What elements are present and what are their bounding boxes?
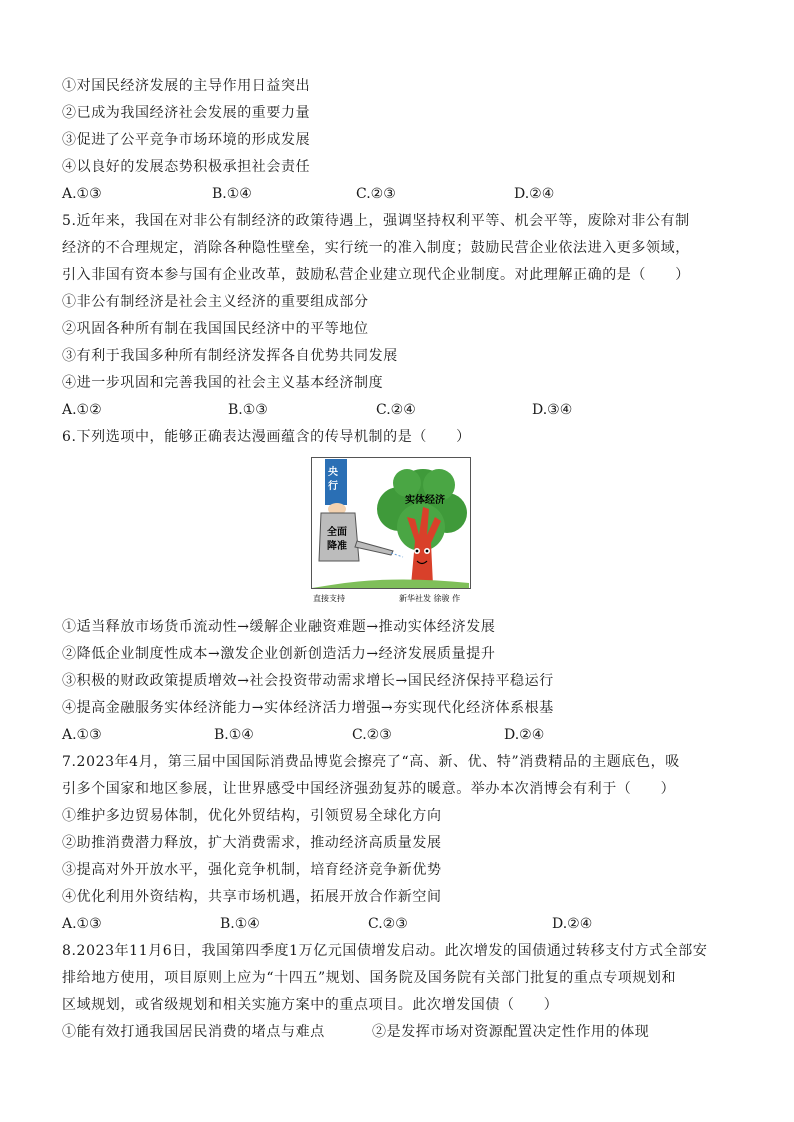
q8-stem-line-1: 8.2023年11月6日，我国第四季度1万亿元国债增发启动。此次增发的国债通过转移支付方式全部安 bbox=[62, 943, 708, 959]
cartoon-can-label-1: 全面 bbox=[327, 527, 347, 538]
q6-option-c[interactable]: C.②③ bbox=[352, 727, 392, 743]
q5-option-d[interactable]: D.③④ bbox=[532, 402, 573, 418]
cartoon-image bbox=[311, 457, 471, 605]
q5-item-3: ③有利于我国多种所有制经济发挥各自优势共同发展 bbox=[62, 348, 398, 364]
q5-option-a[interactable]: A.①② bbox=[62, 402, 102, 418]
q5-item-4: ④进一步巩固和完善我国的社会主义基本经济制度 bbox=[62, 375, 384, 391]
q6-item-4: ④提高金融服务实体经济能力→实体经济活力增强→夯实现代化经济体系根基 bbox=[62, 700, 554, 716]
q5-option-c[interactable]: C.②④ bbox=[376, 402, 416, 418]
q5-item-2: ②巩固各种所有制在我国国民经济中的平等地位 bbox=[62, 321, 369, 337]
q6-option-b[interactable]: B.①④ bbox=[214, 727, 254, 743]
q6-stem: 6.下列选项中，能够正确表达漫画蕴含的传导机制的是（ ） bbox=[62, 429, 471, 445]
q6-item-1: ①适当释放市场货币流动性→缓解企业融资难题→推动实体经济发展 bbox=[62, 619, 496, 635]
q4-option-a[interactable]: A.①③ bbox=[62, 186, 102, 202]
cartoon-caption-left: 直接支持 bbox=[313, 594, 345, 603]
q6-option-a[interactable]: A.①③ bbox=[62, 727, 102, 743]
cartoon-tree-label: 实体经济 bbox=[405, 495, 445, 506]
q7-item-3: ③提高对外开放水平，强化竞争机制，培育经济竞争新优势 bbox=[62, 862, 442, 878]
q8-item-1: ①能有效打通我国居民消费的堵点与难点 bbox=[62, 1024, 325, 1040]
q5-option-b[interactable]: B.①③ bbox=[228, 402, 268, 418]
cartoon-hand-label-1: 央 bbox=[328, 467, 338, 478]
q6-option-d[interactable]: D.②④ bbox=[504, 727, 545, 743]
q6-item-3: ③积极的财政政策提质增效→社会投资带动需求增长→国民经济保持平稳运行 bbox=[62, 673, 554, 689]
q7-option-c[interactable]: C.②③ bbox=[368, 916, 408, 932]
q4-item-2: ②已成为我国经济社会发展的重要力量 bbox=[62, 105, 311, 121]
cartoon-caption-right: 新华社发 徐骏 作 bbox=[399, 594, 461, 603]
q7-item-1: ①维护多边贸易体制，优化外贸结构，引领贸易全球化方向 bbox=[62, 808, 442, 824]
q7-item-4: ④优化利用外资结构，共享市场机遇，拓展开放合作新空间 bbox=[62, 889, 442, 905]
cartoon-hand-label-2: 行 bbox=[328, 481, 338, 492]
q7-item-2: ②助推消费潜力释放，扩大消费需求，推动经济高质量发展 bbox=[62, 835, 442, 851]
q8-item-2: ②是发挥市场对资源配置决定性作用的体现 bbox=[372, 1024, 650, 1040]
q5-stem-line-3: 引入非国有资本参与国有企业改革，鼓励私营企业建立现代企业制度。对此理解正确的是（ ） bbox=[62, 267, 690, 283]
q8-stem-line-2: 排给地方使用，项目原则上应为“十四五”规划、国务院及国务院有关部门批复的重点专项规划和 bbox=[62, 970, 677, 986]
q7-option-b[interactable]: B.①④ bbox=[220, 916, 260, 932]
q4-option-b[interactable]: B.①④ bbox=[212, 186, 252, 202]
q7-option-a[interactable]: A.①③ bbox=[62, 916, 102, 932]
q4-option-d[interactable]: D.②④ bbox=[514, 186, 555, 202]
q8-stem-line-3: 区域规划，或省级规划和相关实施方案中的重点项目。此次增发国债（ ） bbox=[62, 997, 559, 1013]
q4-option-c[interactable]: C.②③ bbox=[356, 186, 396, 202]
q5-stem-line-1: 5.近年来，我国在对非公有制经济的政策待遇上，强调坚持权利平等、机会平等，废除对非公有制 bbox=[62, 213, 690, 229]
q7-option-d[interactable]: D.②④ bbox=[552, 916, 593, 932]
q4-item-4: ④以良好的发展态势积极承担社会责任 bbox=[62, 159, 311, 175]
cartoon-can-label-2: 降准 bbox=[327, 541, 347, 552]
q7-stem-line-1: 7.2023年4月，第三届中国国际消费品博览会擦亮了“高、新、优、特”消费精品的主题底色，吸 bbox=[62, 754, 680, 770]
q6-item-2: ②降低企业制度性成本→激发企业创新创造活力→经济发展质量提升 bbox=[62, 646, 496, 662]
q4-item-1: ①对国民经济发展的主导作用日益突出 bbox=[62, 78, 311, 94]
q4-item-3: ③促进了公平竞争市场环境的形成发展 bbox=[62, 132, 311, 148]
q7-stem-line-2: 引多个国家和地区参展，让世界感受中国经济强劲复苏的暖意。举办本次消博会有利于（ ） bbox=[62, 781, 676, 797]
q5-stem-line-2: 经济的不合理规定，消除各种隐性壁垒，实行统一的准入制度；鼓励民营企业依法进入更多领域， bbox=[62, 240, 690, 256]
q5-item-1: ①非公有制经济是社会主义经济的重要组成部分 bbox=[62, 294, 369, 310]
